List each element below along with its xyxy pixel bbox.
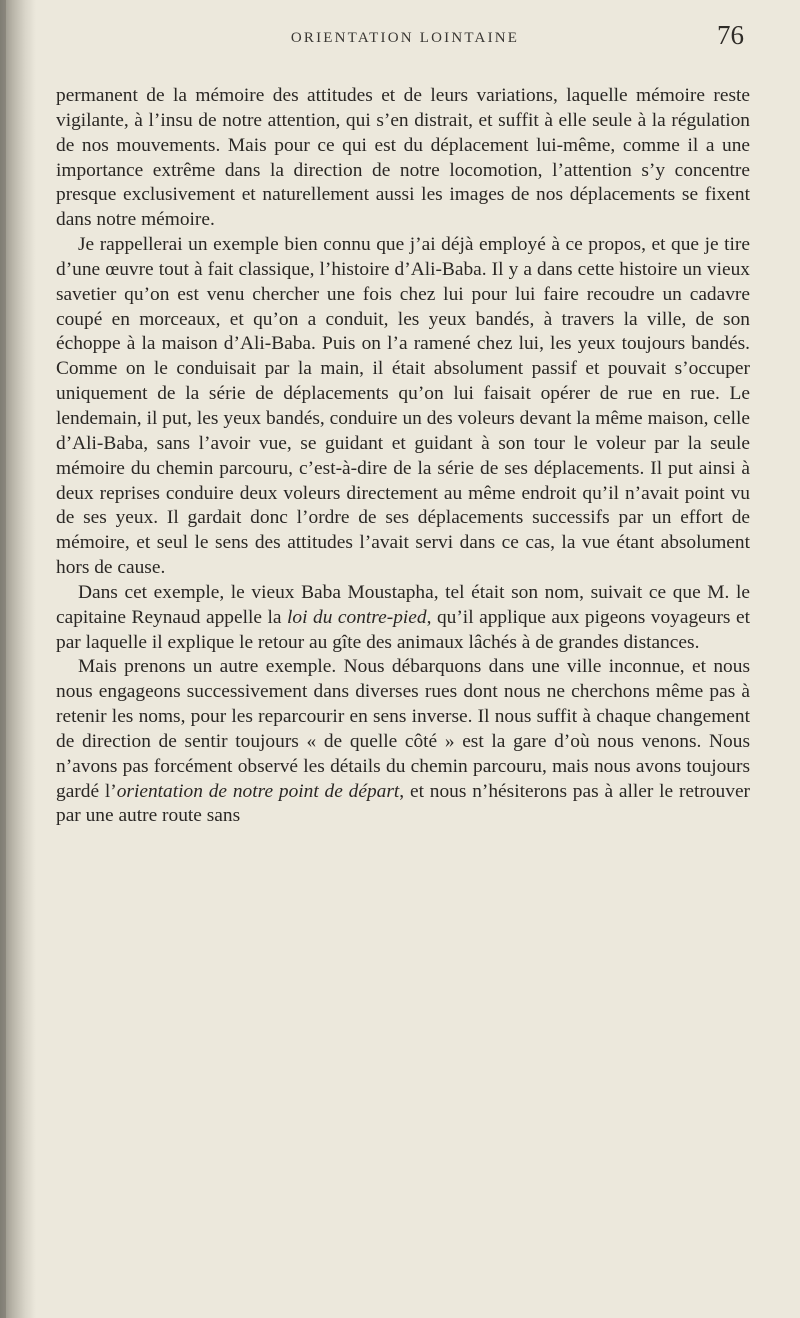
running-title: ORIENTATION LOINTAINE bbox=[290, 30, 520, 46]
paragraph-3-text-end: , qu’il applique aux pigeons voyageurs et par laquelle il explique le retour au gîte des animaux lâchés à de grandes distances. bbox=[56, 606, 750, 653]
paragraph-2: Je rappellerai un exemple bien connu que j’ai déjà employé à ce propos, et que je tire d’une œuvre tout à fait classique, l’histoire d’Ali-Baba. Il y a dans cette histoire un vieux savetier qu’on est venu chercher une fois chez lui pour lui faire recoudre un cadavre coupé en morceaux, et qu’on a conduit, les yeux bandés, à travers la ville, de son échoppe à la maison d’Ali-Baba. Puis on l’a ramené chez lui, les yeux toujours bandés. Comme on le conduisait par la main, il était absolument passif et pouvait s’occuper uniquement de la série de déplacements qu’on lui faisait opérer de rue en rue. Le lendemain, il put, les yeux bandés, conduire un des voleurs devant la même maison, celle d’Ali-Baba, sans l’avoir vue, se guidant et guidant à son tour le voleur par la seule mémoire du chemin parcouru, c’est-à-dire de la série de ses déplacements. Il put ainsi à deux reprises conduire deux voleurs directement au même endroit qu’il n’avait point vu de ses yeux. Il gardait donc l’ordre de ses déplacements successifs par un effort de mémoire, et seul le sens des attitudes l’avait servi dans ce cas, la vue étant absolument hors de cause. bbox=[56, 234, 750, 579]
paragraph-1: permanent de la mémoire des attitudes et de leurs variations, laquelle mémoire reste vigilante, à l’insu de notre attention, qui s’en distrait, et suffit à elle seule à la régulation de nos mouvements. Mais pour ce qui est du déplacement lui-même, comme il a une importance extrême dans la direction de notre locomotion, l’attention s’y concentre presque exclusivement et naturellement aussi les images de nos déplacements se fixent dans notre mémoire. bbox=[56, 85, 750, 231]
page-edge bbox=[0, 0, 6, 1318]
paragraph-3-italic: loi du contre-pied bbox=[287, 606, 427, 628]
page-number: 76 bbox=[717, 20, 744, 50]
paragraph-4-text-end: , et nous n’hésiterons pas à aller le retrouver par une autre route sans bbox=[56, 780, 751, 827]
page-header bbox=[60, 18, 750, 58]
paragraph-4-italic: orientation de notre point de départ bbox=[116, 780, 400, 802]
body-text bbox=[56, 84, 750, 829]
paragraph-4 bbox=[56, 655, 750, 829]
paragraph-3-text-start: Dans cet exemple, le vieux Baba Moustapha, tel était son nom, suivait ce que M. le capitaine Reynaud appelle la bbox=[56, 581, 750, 628]
paragraph-4-text-start: Mais prenons un autre exemple. Nous débarquons dans une ville inconnue, et nous nous engageons successivement dans diverses rues dont nous ne cherchons même pas à retenir les noms, pour les reparcourir en sens inverse. Il nous suffit à chaque changement de direction de sentir toujours « de quelle côté » est la gare d’où nous venons. Nous n’avons pas forcément observé les détails du chemin parcouru, mais nous avons toujours gardé l’ bbox=[56, 656, 750, 802]
paragraph-3 bbox=[56, 581, 750, 656]
